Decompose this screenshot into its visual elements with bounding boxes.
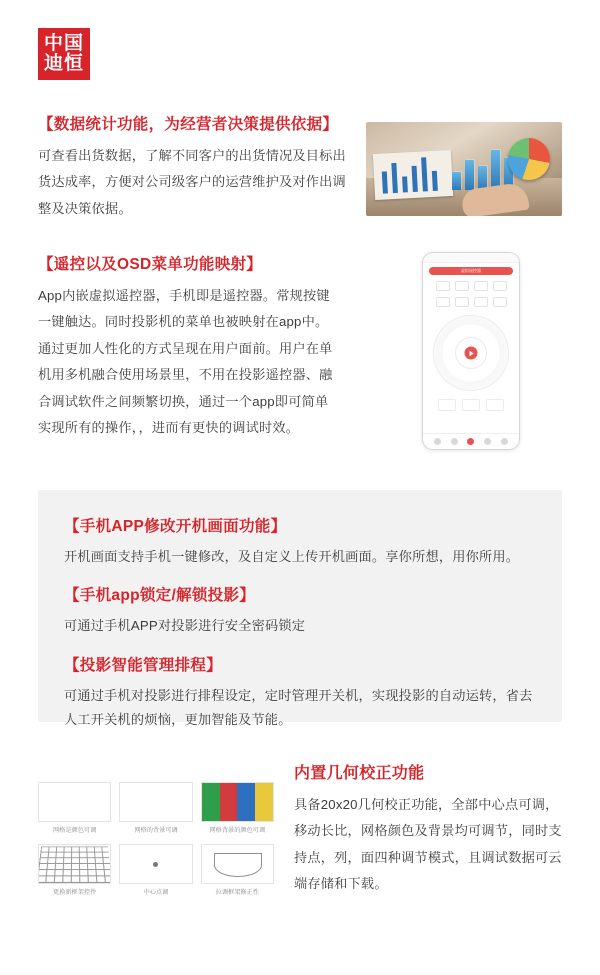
geometry-body: 具备20x20几何校正功能，全部中心点可调，移动长比，网格颜色及背景均可调节，同时支持点，列，面四种调节模式，且调试数据可云端存储和下载。 [294, 797, 562, 892]
photo-paper-chart [373, 150, 453, 200]
feature-schedule [64, 653, 536, 733]
color-swatch [202, 783, 220, 821]
phone-key-icon[interactable] [455, 281, 469, 291]
phone-key-icon[interactable] [493, 297, 507, 307]
phone-tab-icon[interactable] [451, 438, 458, 445]
section-data-statistics [38, 112, 562, 222]
phone-ok-button[interactable] [465, 347, 478, 360]
feature-panel [38, 490, 562, 728]
geometry-thumb [38, 844, 111, 896]
geometry-thumb-caption-5: 拉调框架修正性 [215, 889, 259, 896]
geometry-thumb-caption-2: 网格背景的颜色可调 [209, 827, 266, 834]
warp-grid-shape [38, 846, 111, 884]
phone-key-icon[interactable] [438, 399, 456, 411]
phone-mockup [422, 252, 520, 450]
color-swatch [237, 783, 255, 821]
stats-body: 可查看出货数据，了解不同客户的出货情况及目标出货达成率，方便对公司级客户的运营维护及对作出调整及决策依据。 [38, 148, 346, 216]
geometry-thumb-caption-0: 网格是颜色可调 [53, 827, 97, 834]
phone-tab-icon[interactable] [484, 438, 491, 445]
phone-title-bar [429, 267, 513, 275]
photo-3d-bar [491, 150, 500, 190]
phone-tab-icon[interactable] [434, 438, 441, 445]
panel-body-1: 可通过手机APP对投影进行安全密码锁定 [64, 618, 306, 634]
grid-color-adjustable-icon [38, 782, 111, 822]
photo-paper-bar [421, 157, 428, 191]
phone-button-row-bottom [423, 399, 519, 411]
panel-heading-1: 【手机app锁定/解锁投影】 [64, 587, 256, 605]
phone-status-bar [423, 253, 519, 263]
curved-surface-shape [214, 853, 262, 876]
photo-pie-chart [508, 138, 550, 180]
panel-heading-2: 【投影智能管理排程】 [64, 656, 223, 674]
warp-grid-icon [38, 844, 111, 884]
geometry-thumb [201, 844, 274, 896]
color-swatch [255, 783, 273, 821]
brand-logo [38, 28, 90, 80]
photo-paper-bar [382, 171, 388, 193]
remote-heading: 【遥控以及OSD菜单功能映射】 [38, 256, 263, 273]
logo-line-1: 中国 [43, 33, 84, 55]
business-data-photo [366, 122, 562, 216]
geometry-thumb [119, 782, 192, 834]
color-swatch [220, 783, 238, 821]
geometry-thumb [119, 844, 192, 896]
feature-lock-unlock [64, 583, 536, 638]
phone-key-icon[interactable] [486, 399, 504, 411]
panel-body-0: 开机画面支持手机一键修改，及自定义上传开机画面。享你所想，用你所用。 [64, 549, 520, 564]
phone-tab-bar [423, 433, 519, 449]
logo-line-2: 迪恒 [43, 53, 84, 74]
phone-key-icon[interactable] [436, 281, 450, 291]
phone-button-row-second [423, 297, 519, 307]
center-point-icon [119, 844, 192, 884]
geometry-thumbnail-grid [38, 782, 274, 896]
phone-tab-icon[interactable] [501, 438, 508, 445]
panel-heading-0: 【手机APP修改开机画面功能】 [64, 518, 287, 535]
geometry-thumb [38, 782, 111, 834]
geometry-thumb-caption-4: 中心点调 [143, 889, 169, 896]
color-swatch-row [202, 783, 273, 821]
phone-title-label: 虚拟遥控器 [461, 268, 481, 273]
phone-key-icon[interactable] [493, 281, 507, 291]
phone-key-icon[interactable] [455, 297, 469, 307]
phone-key-icon[interactable] [474, 297, 488, 307]
phone-dpad[interactable] [433, 315, 509, 391]
section-remote-osd [38, 252, 562, 441]
phone-tab-icon-active[interactable] [467, 438, 474, 445]
geometry-heading: 内置几何校正功能 [294, 765, 425, 782]
photo-3d-bar [452, 172, 461, 190]
phone-key-icon[interactable] [436, 297, 450, 307]
section-remote-osd-text [38, 252, 338, 441]
photo-paper-bar [432, 171, 438, 191]
phone-key-icon[interactable] [474, 281, 488, 291]
photo-paper-bar [412, 166, 418, 192]
geometry-thumb-caption-1: 网格的背景可调 [134, 827, 178, 834]
grid-background-adjustable-icon [119, 782, 192, 822]
photo-paper-bar [391, 163, 398, 193]
photo-3d-bar [465, 160, 474, 190]
section-data-statistics-text [38, 112, 356, 222]
grid-background-color-icon [201, 782, 274, 822]
curved-surface-icon [201, 844, 274, 884]
phone-key-icon[interactable] [462, 399, 480, 411]
panel-body-2: 可通过手机对投影进行排程设定，定时管理开关机，实现投影的自动运转，省去人工开关机的烦恼，更加智能及节能。 [64, 687, 533, 728]
phone-button-row-top [423, 281, 519, 291]
photo-paper-bar [402, 176, 408, 192]
geometry-thumb-caption-3: 更换新框架控件 [53, 889, 97, 896]
geometry-thumb [201, 782, 274, 834]
feature-boot-screen [64, 514, 536, 569]
stats-heading: 【数据统计功能，为经营者决策提供依据】 [38, 116, 339, 133]
remote-body: App内嵌虚拟遥控器，手机即是遥控器。常规按键一键触达。同时投影机的菜单也被映射在app中。通过更加人性化的方式呈现在用户面前。用户在单机用多机融合使用场景里，不用在投影遥控器、融合调试软件之间频繁切换，通过一个app即可简单实现所有的操作，，进而有更快的调试时效。 [38, 288, 333, 436]
section-geometry-text [294, 760, 562, 898]
